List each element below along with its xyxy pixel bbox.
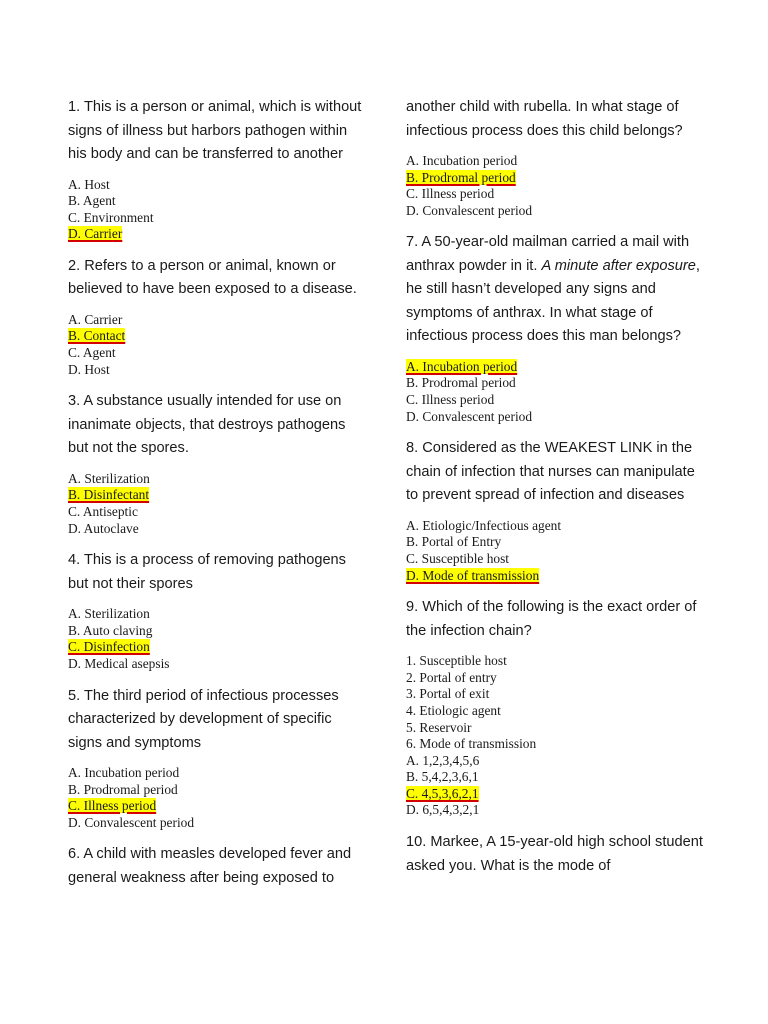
option-answer: [68, 798, 368, 815]
option: D. 6,5,4,3,2,1: [406, 802, 480, 818]
option-answer: [406, 568, 708, 585]
option: A. Sterilization: [68, 606, 150, 622]
option: A. Host: [68, 176, 110, 192]
question-3: [68, 390, 368, 537]
option: B. 5,4,2,3,6,1: [406, 769, 479, 785]
option: A. Carrier: [68, 311, 123, 327]
question-6-text: 6. A child with measles developed fever and general weakness after being exposed to: [68, 846, 352, 886]
list-item: 3. Portal of exit: [406, 686, 490, 702]
option: D. Host: [68, 361, 110, 377]
question-3-options: [68, 471, 368, 537]
question-7-text: [406, 231, 708, 349]
option: B. Prodromal period: [406, 375, 516, 391]
option: B. Auto claving: [68, 622, 153, 638]
answer-highlight: C. Disinfection: [68, 639, 150, 655]
list-item: 6. Mode of transmission: [406, 736, 537, 752]
answer-highlight: B. Contact: [68, 328, 126, 344]
question-6-options: [406, 153, 708, 219]
option: C. Illness period: [406, 186, 495, 202]
option: D. Convalescent period: [406, 202, 533, 218]
option: B. Portal of Entry: [406, 534, 502, 550]
option: C. Antiseptic: [68, 503, 138, 519]
option: D. Autoclave: [68, 520, 139, 536]
option: C. Illness period: [406, 392, 495, 408]
question-7: [406, 231, 708, 425]
option: B. Agent: [68, 193, 116, 209]
answer-highlight: C. Illness period: [68, 798, 157, 814]
option: B. Prodromal period: [68, 781, 178, 797]
option: C. Environment: [68, 209, 154, 225]
option: C. Susceptible host: [406, 550, 510, 566]
question-1-text: 1. This is a person or animal, which is without signs of illness but harbors pathogen within his body and can be transferred to another: [68, 99, 362, 162]
option-answer: [406, 170, 708, 187]
list-item: 1. Susceptible host: [406, 653, 507, 669]
option: A. Incubation period: [406, 153, 518, 168]
question-10-text: 10. Markee, A 15-year-old high school student asked you. What is the mode of: [406, 834, 703, 874]
question-5-options: [68, 765, 368, 831]
option: D. Convalescent period: [68, 814, 195, 830]
question-5-text: 5. The third period of infectious processes characterized by development of specific signs and symptoms: [68, 687, 339, 751]
option: D. Convalescent period: [406, 408, 533, 424]
question-5: [68, 685, 368, 832]
option-answer: [406, 786, 708, 803]
question-2-text: 2. Refers to a person or animal, known or believed to have been exposed to a disease.: [68, 257, 357, 298]
option: D. Medical asepsis: [68, 655, 170, 671]
answer-highlight: B. Disinfectant: [68, 487, 150, 503]
list-item: 2. Portal of entry: [406, 669, 497, 685]
question-3-text: 3. A substance usually intended for use on inanimate objects, that destroys pathogens but not the spores.: [68, 393, 346, 457]
option-answer: [406, 359, 708, 376]
option: A. 1,2,3,4,5,6: [406, 752, 480, 768]
option-answer: [68, 226, 368, 243]
option-answer: [68, 639, 368, 656]
option: A. Etiologic/Infectious agent: [406, 517, 562, 533]
right-column: [406, 96, 708, 890]
option: A. Sterilization: [68, 470, 150, 486]
question-4-options: [68, 606, 368, 672]
question-9-list: [406, 653, 708, 819]
left-column: [68, 96, 368, 902]
option: A. Incubation period: [68, 765, 180, 780]
question-1-options: [68, 177, 368, 243]
question-7-text-before: 7. A 50-year-old mailman carried a mail with anthrax powder in it.: [406, 234, 690, 274]
question-6-start: [68, 843, 368, 890]
list-item: 4. Etiologic agent: [406, 702, 501, 718]
question-4: [68, 549, 368, 672]
option-answer: [68, 328, 368, 345]
question-2: [68, 255, 368, 378]
question-7-text-italic: A minute after exposure: [541, 257, 696, 274]
question-4-text: 4. This is a process of removing pathogens but not their spores: [68, 552, 346, 592]
answer-highlight: D. Mode of transmission: [406, 567, 540, 583]
question-6-text-continued: another child with rubella. In what stage of infectious process does this child belongs?: [406, 99, 683, 139]
option: C. Agent: [68, 345, 116, 361]
list-item: 5. Reservoir: [406, 719, 472, 735]
answer-highlight: B. Prodromal period: [406, 169, 516, 185]
question-2-options: [68, 312, 368, 378]
answer-highlight: C. 4,5,3,6,2,1: [406, 785, 479, 801]
question-9-text: 9. Which of the following is the exact order of the infection chain?: [406, 599, 697, 639]
question-8-options: [406, 518, 708, 584]
question-8-text: 8. Considered as the WEAKEST LINK in the chain of infection that nurses can manipulate to prevent spread of infection and diseases: [406, 440, 695, 504]
option-answer: [68, 487, 368, 504]
question-10: [406, 831, 708, 878]
question-9: [406, 596, 708, 819]
answer-highlight: A. Incubation period: [406, 358, 518, 374]
question-6-continued: [406, 96, 708, 219]
question-1: [68, 96, 368, 243]
question-7-options: [406, 359, 708, 425]
answer-highlight: D. Carrier: [68, 226, 123, 242]
question-7-text-after: , he still hasn’t developed any signs and symptoms of anthrax. In what stage of infectious process does this man belongs?: [406, 257, 700, 345]
question-8: [406, 437, 708, 584]
